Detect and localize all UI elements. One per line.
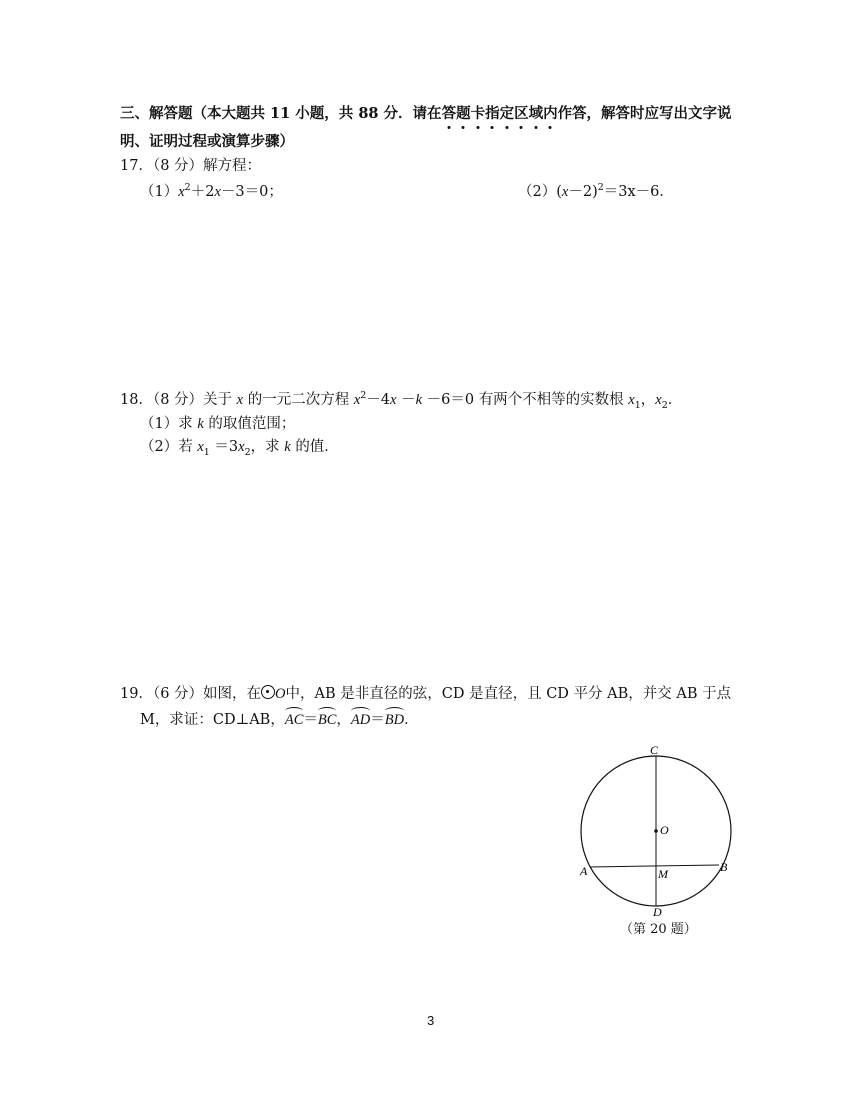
center-point (654, 829, 658, 833)
label-m: M (658, 867, 668, 881)
arc-ad: AD (350, 712, 371, 728)
arc-bc: BC (317, 712, 337, 728)
label-o: O (660, 823, 669, 837)
section-heading-line2: 明、证明过程或演算步骤） (120, 133, 294, 150)
q17-part2-eq-end: ＝3x－6． (603, 184, 674, 200)
q17-label: 17．（8 分）解方程： (120, 158, 262, 174)
arc-bd: BD (384, 712, 405, 728)
emphasis-char: 卡 (470, 105, 486, 122)
emphasis-char: 指 (485, 105, 500, 122)
q18-stem: 18．（8 分）关于 x 的一元二次方程 $x^2-4x -k -6=0$ 有两个不相等的实数根 $x_1$，$x_2$． (120, 390, 683, 411)
q18-text-a: 的一元二次方程 (247, 392, 350, 408)
q18-sub2: （2）若 $x_1 =3x_2$，求 k 的值． (140, 439, 339, 458)
q18-sub1-label: （1）求 (140, 416, 193, 432)
chord-ab (590, 865, 719, 867)
emphasis-char: 题 (456, 105, 471, 122)
circle-figure (570, 740, 750, 920)
q18-prefix: 18．（8 分）关于 (120, 392, 233, 408)
q18-sub2-label: （2）若 (140, 439, 193, 455)
emphasis-char: 域 (528, 105, 544, 122)
section-heading (120, 104, 732, 124)
label-b: B (720, 860, 728, 874)
emphasis-char: 定 (499, 105, 515, 122)
q18-text-b: 有两个不相等的实数根 (478, 392, 624, 408)
figure-caption: （第 20 题） (620, 922, 697, 937)
emphasis-char: 区 (514, 105, 529, 122)
emphasis-char: 内 (543, 105, 558, 122)
q18-sub2-end: 的值． (295, 439, 339, 455)
q19-stem: 19．（6 分）如图，在 O中，AB 是非直径的弦，CD 是直径，且 CD 平分 AB，并交 AB 于点 (120, 686, 732, 702)
q19-prefix: 19．（6 分）如图，在 (120, 686, 262, 702)
section-heading-prefix: 三、解答题（本大题共 11 小题，共 88 分．请在 (120, 105, 442, 122)
q17-part1: $(1)x^2+2x-3=0$； (140, 182, 283, 200)
section-heading-suffix: 作答，解答时应写出文字说 (557, 105, 732, 122)
q18-sub1: （1）求 k 的取值范围； (140, 416, 296, 432)
q17-part1-label: （1） (140, 184, 179, 200)
circle-symbol (261, 685, 275, 699)
page-number: 3 (427, 1013, 435, 1028)
q19-text-a: 中，AB 是非直径的弦，CD 是直径，且 CD 平分 AB，并交 AB 于点 (285, 686, 732, 702)
q19-line2-a: M，求证：CD⊥AB， (140, 712, 285, 728)
q17-part2: $(2)(x-2)^2=3x-6$． (518, 182, 674, 200)
q17-part2-label: （2） (518, 184, 557, 200)
q18-sub1-text: 的取值范围； (208, 416, 296, 432)
q17-part1-eq-end: ＝0； (244, 184, 283, 200)
label-a: A (580, 864, 588, 878)
emphasis-char: 答 (441, 105, 457, 122)
label-c: C (650, 743, 659, 757)
q18-sub2-text: ，求 (250, 439, 280, 455)
q19-line2: M，求证：CD⊥AB，AC＝BC，AD＝BD． (140, 712, 419, 728)
arc-ac: AC (284, 712, 304, 728)
q19-line2-end: ． (404, 712, 419, 728)
label-d: D (653, 905, 662, 919)
